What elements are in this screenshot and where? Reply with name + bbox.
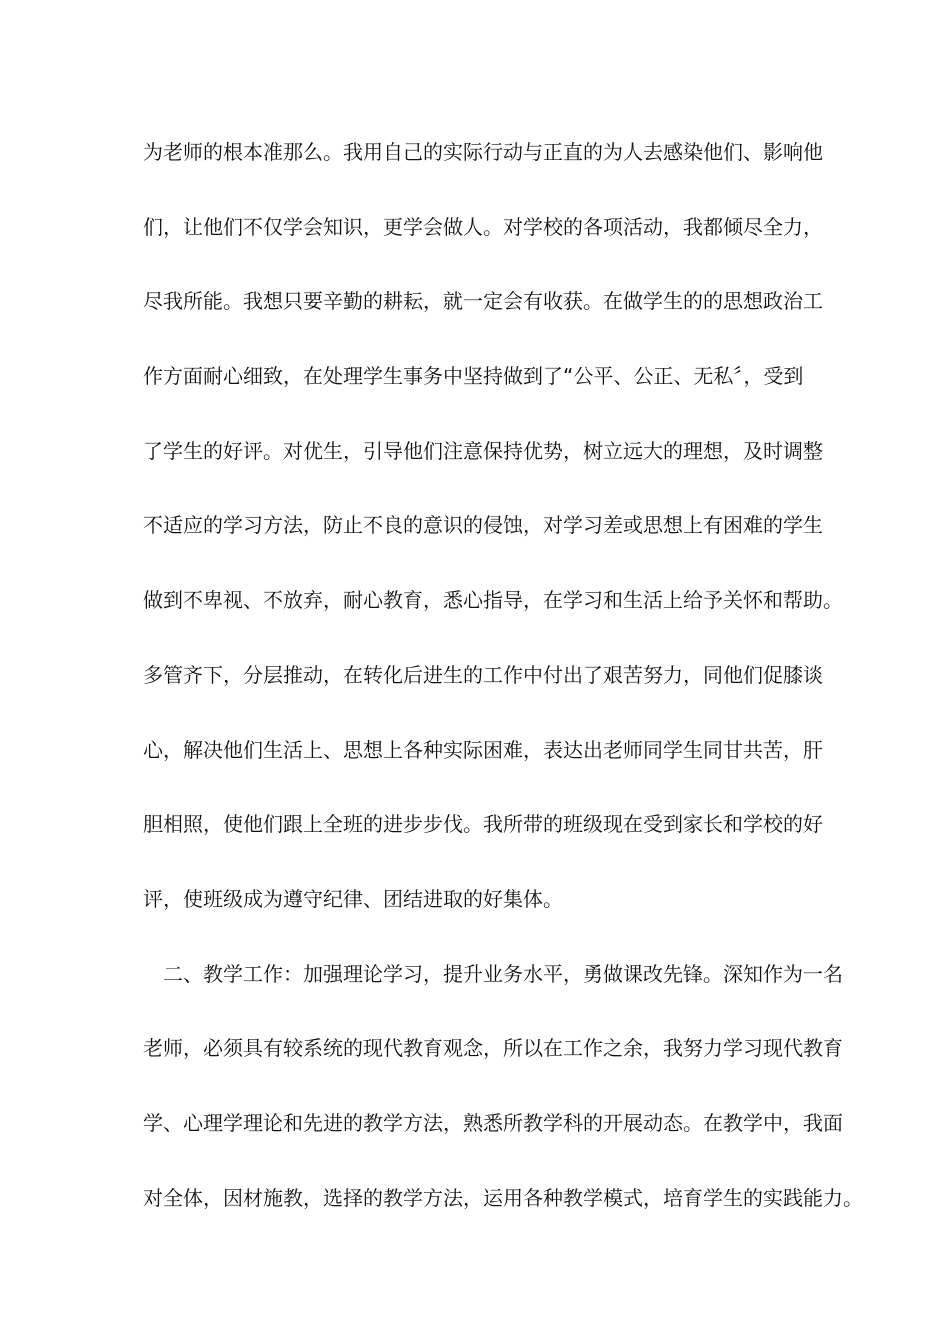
text-line: 胆相照，使他们跟上全班的进步步伐。我所带的班级现在受到家长和学校的好 [143,812,823,837]
text-line: 学、心理学理论和先进的教学方法，熟悉所教学科的开展动态。在教学中，我面 [143,1110,843,1135]
text-line: 评，使班级成为遵守纪律、团结进取的好集体。 [143,886,563,911]
text-line: 作方面耐心细致，在处理学生事务中坚持做到了“公平、公正、无私〞，受到 [143,364,804,389]
text-line: 多管齐下，分层推动，在转化后进生的工作中付出了艰苦努力，同他们促膝谈 [143,662,823,687]
text-line: 对全体，因材施教，选择的教学方法，运用各种教学模式，培育学生的实践能力。 [143,1185,863,1210]
text-line: 心，解决他们生活上、思想上各种实际困难，表达出老师同学生同甘共苦，肝 [143,737,823,762]
text-line: 尽我所能。我想只要辛勤的耕耘，就一定会有收获。在做学生的的思想政治工 [143,289,823,314]
section-heading-line: 二、教学工作：加强理论学习，提升业务水平，勇做课改先锋。深知作为一名 [163,961,843,986]
text-line: 了学生的好评。对优生，引导他们注意保持优势，树立远大的理想，及时调整 [143,438,823,463]
text-line: 不适应的学习方法，防止不良的意识的侵蚀，对学习差或思想上有困难的学生 [143,513,823,538]
body-text [143,126,863,1246]
text-line: 做到不卑视、不放弃，耐心教育，悉心指导，在学习和生活上给予关怀和帮助。 [143,588,843,613]
text-line: 们，让他们不仅学会知识，更学会做人。对学校的各项活动，我都倾尽全力， [143,214,823,239]
text-line: 老师，必须具有较系统的现代教育观念，所以在工作之余，我努力学习现代教育 [143,1036,843,1061]
text-line: 为老师的根本准那么。我用自己的实际行动与正直的为人去感染他们、影响他 [143,140,823,164]
